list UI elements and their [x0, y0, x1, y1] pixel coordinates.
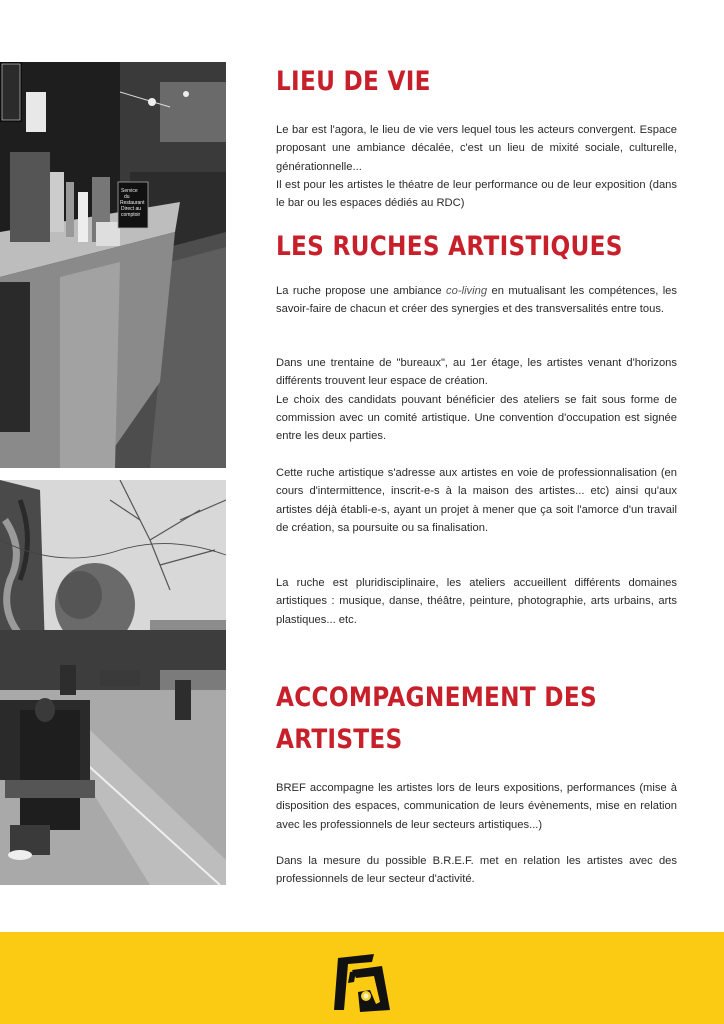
ruches-paragraph-5: La ruche est pluridisciplinaire, les ateliers accueillent différents domaines artistiques : musique, danse, théâtre, peinture, photographie, arts urbains, arts plastiques... etc. [276, 577, 677, 626]
accomp-paragraph-2: Dans la mesure du possible B.R.E.F. met en relation les artistes avec des professionnels de leur secteur d'activité. [276, 855, 677, 886]
ruches-paragraph-1 [276, 282, 677, 319]
heading-accompagnement-line-2: ARTISTES [276, 724, 403, 755]
chalkboard-line-4: Direct au [121, 206, 142, 212]
bar-photo-graphic [0, 62, 226, 468]
chalkboard-line-2: du [124, 194, 130, 200]
lieu-de-vie-text [276, 121, 677, 212]
bar-photo [0, 62, 226, 468]
chalkboard-line-3: Restaurant [120, 200, 145, 206]
ruches-paragraph-2 [276, 354, 677, 445]
terrace-photo-graphic [0, 480, 226, 885]
ruches-p2: Dans une trentaine de "bureaux", au 1er étage, les artistes venant d'horizons différents trouvent leur espace de création. [276, 357, 677, 388]
ruches-p1-end: en mutualisant les compétences, les savoir-faire de chacun et créer des synergies et des transversalités entre tous. [276, 285, 678, 316]
ruches-paragraph-4: Cette ruche artistique s'adresse aux artistes en voie de professionnalisation (en cours d'intermittence, inscrit-e-s à la maison des artistes... etc) ainsi qu'aux artistes déjà établi-e-s, ayant un projet à mener que ça soit l'amorce d'un travail de création, sa poursuite ou sa finalisation. [276, 467, 677, 534]
chalkboard-line-1: Service [121, 188, 138, 194]
bref-logo-icon [330, 952, 394, 1014]
chalkboard-line-5: comptoir [121, 212, 141, 218]
accomp-paragraph-1: BREF accompagne les artistes lors de leurs expositions, performances (mise à disposition des espaces, communication de leurs évènements, mise en relation avec les professionnels de leur secteurs artistiques...) [276, 782, 677, 831]
ruches-p1-start: La ruche propose une ambiance [276, 285, 447, 297]
ruches-p3: Le choix des candidats pouvant bénéficier des ateliers se fait sous forme de commission avec un comité artistique. Une convention d'occupation est signée entre les deux parties. [276, 393, 677, 443]
co-living-term: co-living [446, 285, 488, 297]
heading-accompagnement-line-1: ACCOMPAGNEMENT DES [276, 682, 597, 713]
terrace-photo [0, 480, 226, 885]
lieu-paragraph-2: Il est pour les artistes le théatre de leur performance ou de leur exposition (dans le bar ou les espaces dédiés au RDC) [276, 178, 677, 210]
heading-ruches-artistiques: LES RUCHES ARTISTIQUES [276, 231, 623, 262]
heading-lieu-de-vie: LIEU DE VIE [276, 66, 431, 97]
lieu-paragraph-1: Le bar est l'agora, le lieu de vie vers lequel tous les acteurs convergent. Espace proposant une ambiance décalée, c'est un lieu de mixité sociale, culturelle, générationnelle... [276, 124, 677, 173]
